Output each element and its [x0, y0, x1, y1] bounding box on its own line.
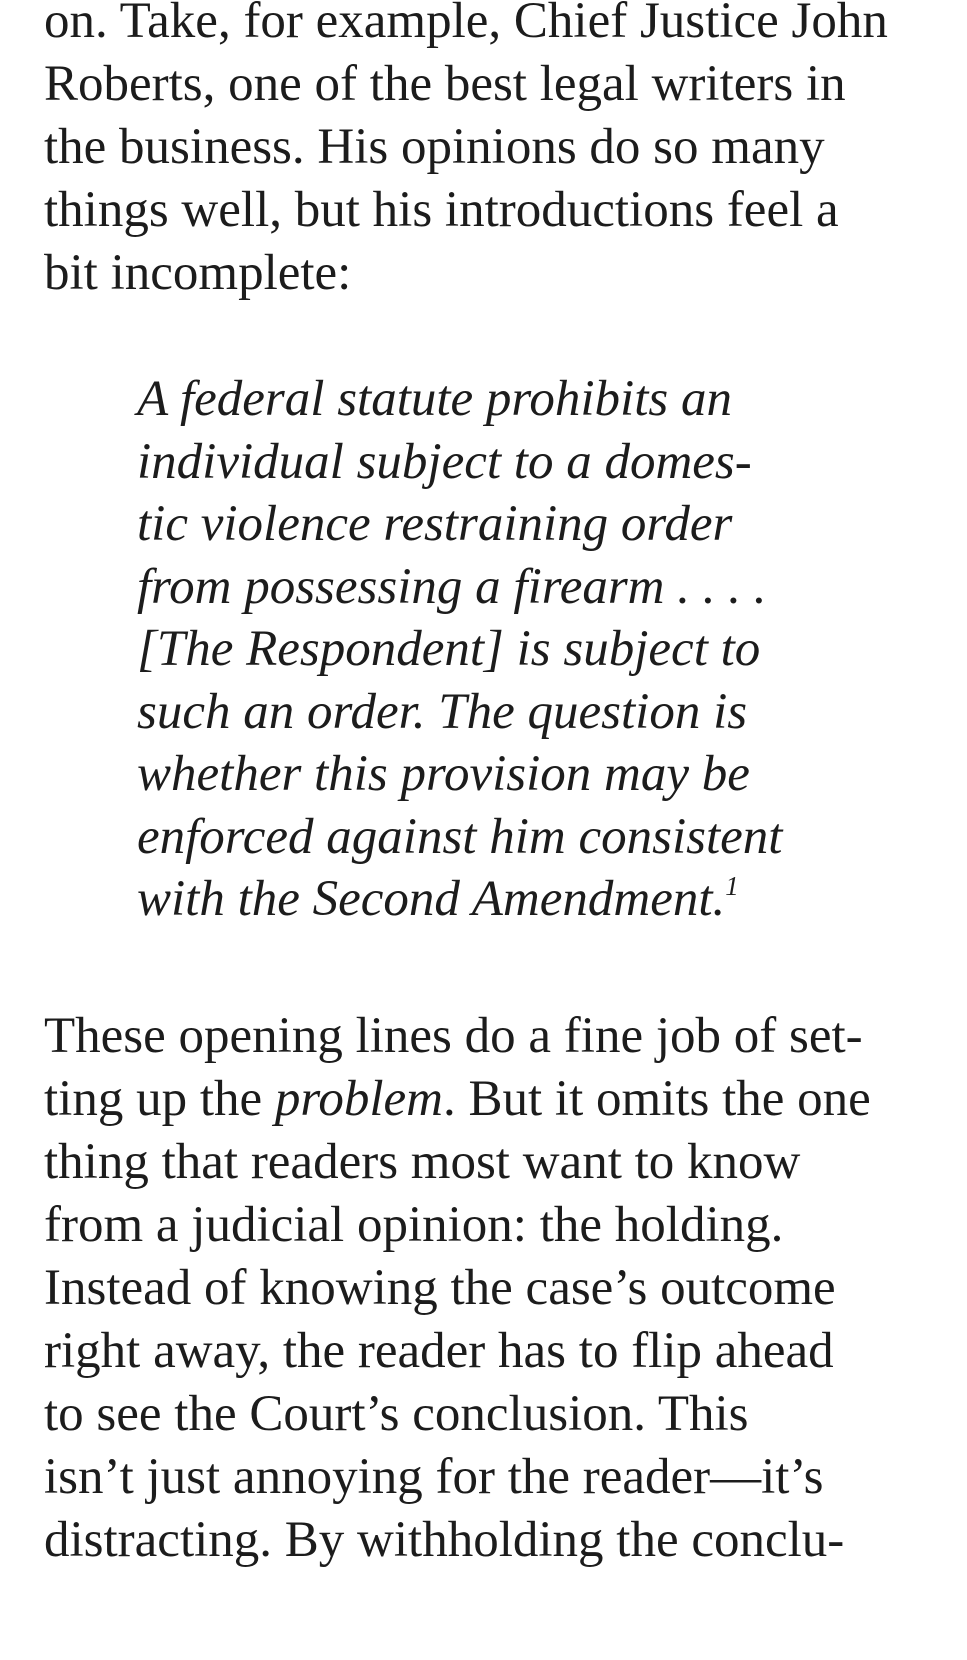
text-line: distracting. By withholding the conclu- [44, 1512, 845, 1568]
text-line: Instead of knowing the case’s outcome [44, 1260, 836, 1316]
emphasized-word: problem [274, 1071, 443, 1127]
text-line: from a judicial opinion: the holding. [44, 1197, 784, 1253]
quote-line: individual subject to a domes- [137, 433, 752, 490]
quote-line: from possessing a firearm . . . . [137, 558, 767, 615]
quote-line: A federal statute prohibits an [137, 371, 732, 427]
quote-line: [The Respondent] is subject to [137, 621, 761, 677]
text-line: to see the Court’s conclusion. This [44, 1386, 749, 1442]
text-line: thing that readers most want to know [44, 1134, 801, 1190]
text-segment: ting up the [44, 1071, 275, 1127]
quote-line: tic violence restraining order [137, 496, 733, 552]
text-line: things well, but his introductions feel a [44, 182, 839, 238]
text-line: isn’t just annoying for the reader—it’s [44, 1449, 824, 1505]
intro-paragraph [44, 0, 944, 305]
text-line: on. Take, for example, Chief Justice John [44, 0, 888, 49]
text-line: the business. His opinions do so many [44, 119, 825, 175]
text-line: bit incomplete: [44, 245, 352, 301]
quote-line: whether this provision may be [137, 746, 750, 802]
body-paragraph [44, 1005, 944, 1572]
footnote-marker: 1 [725, 870, 739, 901]
quote-line: such an order. The question is [137, 683, 748, 740]
quote-line: enforced against him consistent [137, 808, 783, 865]
quote-line-last [137, 868, 837, 931]
text-line-with-emphasis [44, 1068, 944, 1131]
text-line: These opening lines do a fine job of set- [44, 1008, 863, 1064]
text-line: Roberts, one of the best legal writers in [44, 56, 846, 112]
text-segment: . But it omits the one [443, 1071, 871, 1127]
quote-line-text: with the Second Amendment. [137, 871, 726, 927]
block-quote [137, 368, 837, 931]
text-line: right away, the reader has to flip ahead [44, 1323, 834, 1379]
